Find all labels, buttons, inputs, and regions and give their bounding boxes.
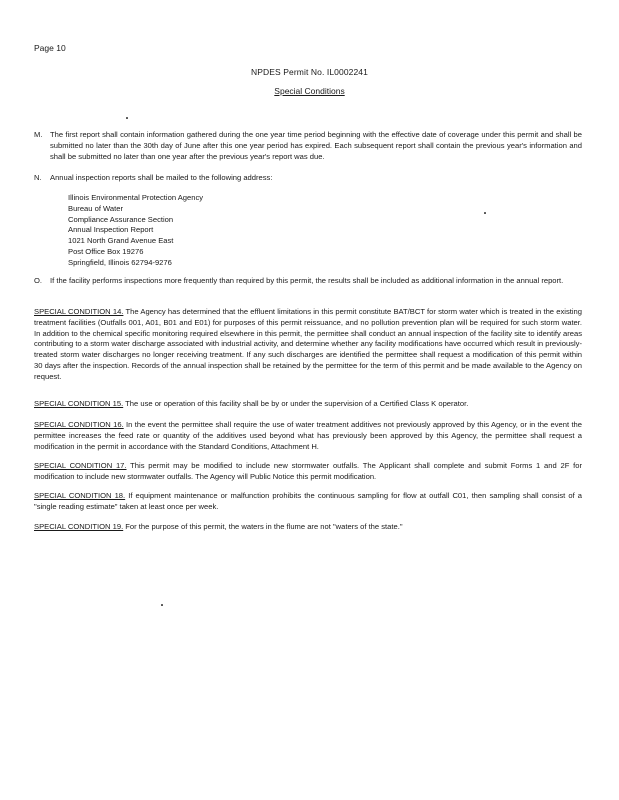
- condition-heading: SPECIAL CONDITION 14.: [34, 307, 124, 316]
- condition-heading: SPECIAL CONDITION 17.: [34, 461, 127, 470]
- condition-text: The Agency has determined that the effluent limitations in this permit constitute BAT/BCT for storm water which is treated in the existing treatment facilities (Outfalls 001, A01, B01 and E01) for purposes of this permit reissuance, and no pollution prevention plan will be required for such storm water. In addition to the chemical specific monitoring required elsewhere in this permit, the permittee shall conduct an annual inspection of the facility site to identify areas contributing to a storm water discharge associated with industrial activity, and determine whether any facility modifications have occurred which result in previously-treated storm water discharges no longer receiving treatment. If any such discharges are identified the permittee shall request a modification of this permit within 30 days after the inspection. Records of the annual inspection shall be retained by the permittee for the term of this permit and be made available to the Agency on request.: [34, 307, 582, 381]
- special-condition-15: [34, 399, 582, 410]
- condition-heading: SPECIAL CONDITION 16.: [34, 420, 124, 429]
- item-m: [34, 130, 582, 162]
- address-line: Compliance Assurance Section: [68, 214, 174, 224]
- item-letter: M.: [34, 130, 43, 139]
- condition-heading: SPECIAL CONDITION 18.: [34, 491, 126, 500]
- special-condition-14: [34, 307, 582, 383]
- condition-text: In the event the permittee shall require the use of water treatment additives not previously approved by this Agency, or in the event the permittee increases the feed rate or quantity of the additives used beyond what has previously been approved by this Agency, the permittee shall request a modification in the permit in accordance with the Standard Conditions, Attachment H.: [34, 420, 582, 451]
- address-line: Post Office Box 19276: [68, 246, 144, 256]
- mailing-address: [68, 193, 203, 269]
- condition-heading: SPECIAL CONDITION 15.: [34, 399, 124, 408]
- special-condition-18: [34, 491, 582, 513]
- address-line: Bureau of Water: [68, 203, 124, 213]
- scan-speck: [126, 117, 128, 119]
- condition-text: If equipment maintenance or malfunction prohibits the continuous sampling for flow at outfall C01, then sampling shall consist of a "single reading estimate" taken at least once per week.: [34, 491, 582, 511]
- item-letter: N.: [34, 173, 42, 182]
- item-text: The first report shall contain information gathered during the one year time period beginning with the effective date of coverage under this permit and shall be submitted no later than the 30th day of June after this one year period has expired. Each subsequent report shall contain the previous year's information and shall be submitted no later than one year after the previous year's report was due.: [50, 130, 582, 161]
- condition-text: The use or operation of this facility shall be by or under the supervision of a Certified Class K operator.: [123, 399, 469, 408]
- item-o: [34, 276, 582, 287]
- address-line: Illinois Environmental Protection Agency: [68, 193, 204, 202]
- scan-speck: [161, 604, 163, 606]
- item-text: Annual inspection reports shall be mailed to the following address:: [50, 173, 273, 182]
- address-line: 1021 North Grand Avenue East: [68, 236, 174, 246]
- item-text: If the facility performs inspections more frequently than required by this permit, the results shall be included as additional information in the annual report.: [50, 276, 564, 285]
- item-n: [34, 173, 582, 184]
- special-condition-19: [34, 522, 582, 533]
- condition-text: This permit may be modified to include new stormwater outfalls. The Applicant shall complete and submit Forms 1 and 2F for modification to include new stormwater outfalls. The Agency will Public Notice this permit modification.: [34, 461, 582, 481]
- special-condition-17: [34, 461, 582, 483]
- special-condition-16: [34, 420, 582, 452]
- scan-speck: [484, 212, 486, 214]
- item-letter: O.: [34, 276, 43, 285]
- section-title: Special Conditions: [274, 86, 345, 96]
- address-line: Annual Inspection Report: [68, 225, 154, 235]
- condition-heading: SPECIAL CONDITION 19.: [34, 522, 124, 531]
- page-number: Page 10: [34, 43, 66, 53]
- address-line: Springfield, Illinois 62794-9276: [68, 257, 172, 267]
- permit-number: NPDES Permit No. IL0002241: [251, 67, 368, 77]
- condition-text: For the purpose of this permit, the waters in the flume are not "waters of the state.": [123, 522, 403, 531]
